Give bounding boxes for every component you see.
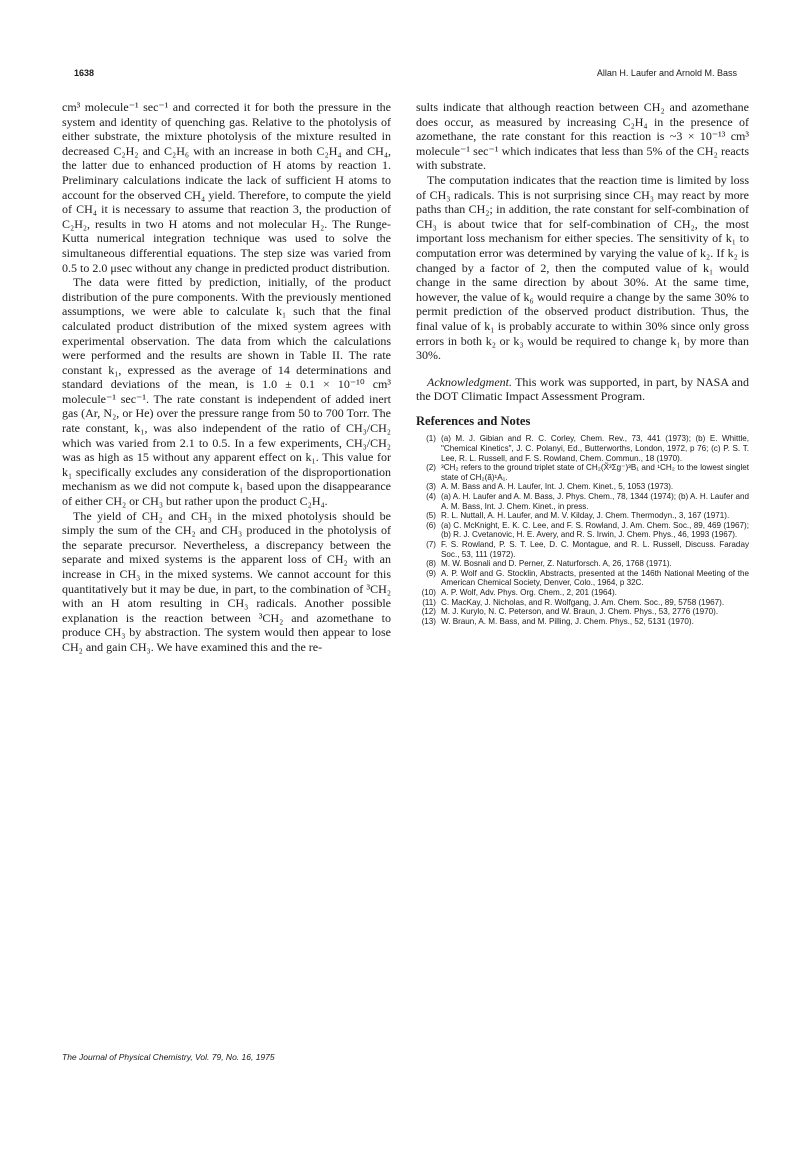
reference-number: (13) [421, 616, 436, 626]
reference-text: (a) C. McKnight, E. K. C. Lee, and F. S. Rowland, J. Am. Chem. Soc., 89, 469 (1967); (b) R. J. Cvetanovic, H. E. Avery, and R. S. Irwin, J. Chem. Phys., 46, 1993 (1967). [441, 520, 749, 540]
reference-text: A. M. Bass and A. H. Laufer, Int. J. Chem. Kinet., 5, 1053 (1973). [441, 482, 674, 492]
reference-text: F. S. Rowland, P. S. T. Lee, D. C. Montague, and R. L. Russell, Discuss. Faraday Soc., 53, 111 (1972). [441, 540, 749, 559]
reference-item [416, 607, 749, 617]
acknowledgment-label: Acknowledgment. [427, 374, 512, 389]
references-list [416, 434, 749, 626]
reference-number: (12) [421, 607, 436, 617]
acknowledgment [416, 375, 749, 404]
reference-text: M. W. Bosnali and D. Perner, Z. Naturforsch. A, 26, 1768 (1971). [441, 559, 672, 569]
reference-number: (5) [426, 511, 436, 521]
reference-item [416, 492, 749, 511]
reference-item [416, 540, 749, 559]
right-column [416, 100, 749, 626]
reference-item [416, 588, 749, 598]
reference-number: (7) [426, 540, 436, 549]
left-column [62, 100, 391, 655]
page-number: 1638 [74, 68, 95, 78]
reference-text: ³CH₂ refers to the ground triplet state of CH₂(X̃³Σg⁻)³B₁ and ¹CH₂ to the lowest singlet state of CH₂(ã)¹A₁. [441, 463, 749, 482]
reference-text: W. Braun, A. M. Bass, and M. Pilling, J. Chem. Phys., 52, 5131 (1970). [441, 616, 694, 626]
reference-number: (8) [426, 559, 436, 569]
reference-text: A. P. Wolf and G. Stocklin, Abstracts, presented at the 146th National Meeting of the American Chemical Society, Denver, Colo., 1964, p 32C. [441, 568, 749, 588]
reference-item [416, 617, 749, 627]
paragraph: The yield of CH₂ and CH₃ in the mixed photolysis should be simply the sum of the CH₂ and CH₃ produced in the photolysis of the separate precursor. Nevertheless, a discrepancy between the separate and mixed systems is the apparent loss of CH₂ with an increase in CH₃ in the mixed systems. We cannot account for this quantitatively but it may be due, in part, to the combination of ³CH₂ with an H atom resulting in CH₃ radicals. Another possible explanation is the reaction between ³CH₂ and azomethane to produce CH₃ by abstraction. The system would then appear to lose CH₂ and gain CH₃. We have examined this and the re- [62, 508, 391, 654]
reference-number: (11) [422, 597, 436, 607]
running-header-authors: Allan H. Laufer and Arnold M. Bass [596, 68, 737, 78]
reference-number: (4) [426, 492, 436, 502]
reference-item [416, 434, 749, 463]
reference-text: (a) A. H. Laufer and A. M. Bass, J. Phys. Chem., 78, 1344 (1974); (b) A. H. Laufer and A. M. Bass, Int. J. Chem. Kinet., in press. [441, 492, 749, 511]
reference-text: C. MacKay, J. Nicholas, and R. Wolfgang, J. Am. Chem. Soc., 89, 5758 (1967). [441, 597, 725, 607]
paragraph: sults indicate that although reaction between CH₂ and azomethane does occur, as measured by increasing C₂H₄ in the presence of azomethane, the rate constant for this reaction is ~3 × 10⁻¹³ cm³ molecule⁻¹ sec⁻¹ which indicates that less than 5% of the CH₂ reacts with substrate. [416, 100, 749, 173]
reference-text: A. P. Wolf, Adv. Phys. Org. Chem., 2, 201 (1964). [441, 587, 617, 597]
reference-number: (10) [421, 587, 436, 597]
reference-text: M. J. Kurylo, N. C. Peterson, and W. Braun, J. Chem. Phys., 53, 2776 (1970). [441, 607, 719, 617]
reference-item [416, 521, 749, 540]
paragraph: The data were fitted by prediction, initially, of the product distribution of the pure components. With the previously mentioned assumptions, we were able to calculate k₁ such that the final calculated product distribution of the mixed system agrees with experimental observation. The data from which the calculations were performed and the results are shown in Table II. The rate constant k₁, expressed as the average of 14 determinations and standard deviations of the mean, is 1.0 ± 0.1 × 10⁻¹⁰ cm³ molecule⁻¹ sec⁻¹. The rate constant is independent of added inert gas (Ar, N₂, or He) over the pressure range from 50 to 700 Torr. The rate constant, k₁, was also independent of the ratio of CH₃/CH₂ which was varied from 2.1 to 0.5. In a few experiments, CH₃/CH₂ was as high as 15 without any apparent effect on k₁. This value for k₁ specifically excludes any consideration of the disproportionation mechanism as we did not compute k₁ based upon the disappearance of either CH₂ or CH₃ but rather upon the product C₂H₄. [62, 275, 391, 509]
reference-item [416, 569, 749, 588]
paragraph: The computation indicates that the reaction time is limited by loss of CH₃ radicals. This is not surprising since CH₃ may react by more paths than CH₂; in addition, the rate constant for self-combination of CH₃ is about twice that for self-combination of CH₂, the most important loss mechanism for either species. The sensitivity of k₁ to computation error was determined by varying the value of k₂. If k₂ is changed by a factor of 2, then the computed value of k₁ would change in the same direction by about 30%. At the same time, however, the value of k₆ would require a change by the same 30% to permit prediction of the observed product distribution. Thus, the final value of k₁ is probably accurate to within 30% since only gross errors in both k₂ or k₃ would be required to change k₁ by more than 30%. [416, 172, 749, 363]
reference-item [416, 511, 749, 521]
reference-item [416, 559, 749, 569]
journal-footer: The Journal of Physical Chemistry, Vol. 79, No. 16, 1975 [62, 1052, 275, 1062]
reference-number: (3) [426, 482, 436, 492]
paragraph: cm³ molecule⁻¹ sec⁻¹ and corrected it for both the pressure in the system and identity of quenching gas. Relative to the photolysis of either substrate, the mixture photolysis of the mixture resulted in decreased C₂H₂ and C₂H₆ with an increase in both C₂H₄ and CH₄, the latter due to enhanced production of H atoms by reaction 1. Preliminary calculations indicate the lack of sufficient H atoms to account for the observed CH₄ yield. Therefore, to compute the yield of CH₄ it is necessary to assume that reaction 3, the production of C₂H₂, results in two H atoms and not molecular H₂. The Runge-Kutta numerical integration technique was used to solve the simultaneous differential equations. The step size was varied from 0.5 to 2.0 μsec without any change in predicted product distribution. [62, 100, 391, 275]
acknowledgment-text: This work was supported, in part, by NASA and the DOT Climatic Impact Assessment Program. [416, 374, 749, 404]
reference-number: (9) [426, 568, 436, 578]
reference-number: (2) [426, 463, 436, 473]
reference-number: (1) [426, 434, 436, 444]
reference-item [416, 463, 749, 482]
reference-text: R. L. Nuttall, A. H. Laufer, and M. V. Kilday, J. Chem. Thermodyn., 3, 167 (1971). [441, 511, 730, 521]
reference-item [416, 482, 749, 492]
reference-number: (6) [426, 520, 436, 530]
reference-text: (a) M. J. Gibian and R. C. Corley, Chem. Rev., 73, 441 (1973); (b) E. Whittle, "Chemical Kinetics", J. C. Polanyi, Ed., Butterworths, London, 1972, p 76; (c) P. S. T. Lee, R. L. Russell, and F. S. Rowland, Chem. Commun., 18 (1970). [441, 434, 749, 463]
reference-item [416, 598, 749, 608]
references-heading: References and Notes [416, 413, 531, 428]
